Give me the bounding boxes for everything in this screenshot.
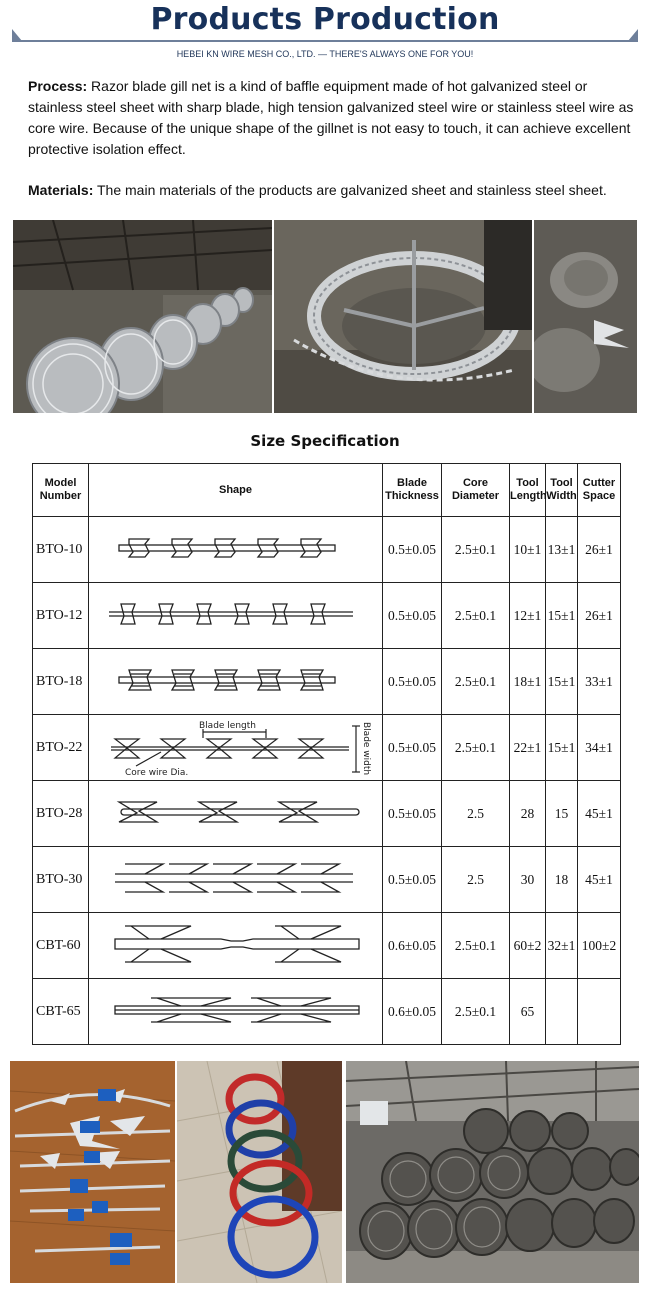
- tool-width-cell: 15±1: [546, 649, 578, 715]
- shape-cell: [89, 649, 383, 715]
- blade-width-label: Blade width: [360, 721, 371, 775]
- razor-blade-samples-photo: [10, 1061, 175, 1283]
- model-cell: BTO-30: [33, 847, 89, 913]
- core-diameter-cell: 2.5: [442, 847, 510, 913]
- tool-width-cell: 13±1: [546, 517, 578, 583]
- tool-width-cell: 32±1: [546, 913, 578, 979]
- company-tagline: HEBEI KN WIRE MESH CO., LTD. — THERE'S ALWAYS ONE FOR YOU!: [176, 49, 474, 59]
- table-row: [33, 649, 621, 715]
- shape-cell: [89, 913, 383, 979]
- page-title: Products Production: [150, 2, 500, 37]
- model-cell: BTO-10: [33, 517, 89, 583]
- table-row: [33, 913, 621, 979]
- blade-thickness-cell: 0.5±0.05: [383, 583, 442, 649]
- model-cell: BTO-12: [33, 583, 89, 649]
- materials-paragraph: [28, 180, 636, 201]
- bto-22-shape-diagram: [91, 716, 381, 776]
- factory-wire-coils-photo: [13, 220, 272, 413]
- shape-cell: [89, 781, 383, 847]
- model-cell: BTO-22: [33, 715, 89, 781]
- cutter-space-cell: 34±1: [578, 715, 621, 781]
- table-row: [33, 847, 621, 913]
- bto-30-shape-diagram: [91, 848, 381, 908]
- tool-length-cell: 12±1: [510, 583, 546, 649]
- tool-width-cell: 15±1: [546, 715, 578, 781]
- razor-wire-machine-photo: [274, 220, 532, 413]
- tool-length-cell: 10±1: [510, 517, 546, 583]
- core-diameter-cell: 2.5±0.1: [442, 979, 510, 1045]
- core-diameter-cell: 2.5±0.1: [442, 517, 510, 583]
- shape-cell: [89, 847, 383, 913]
- core-diameter-cell: 2.5±0.1: [442, 715, 510, 781]
- cutter-space-cell: 45±1: [578, 847, 621, 913]
- cutter-space-cell: 45±1: [578, 781, 621, 847]
- blade-thickness-cell: 0.6±0.05: [383, 979, 442, 1045]
- materials-label: Materials:: [28, 182, 94, 198]
- model-cell: CBT-65: [33, 979, 89, 1045]
- cbt-65-shape-diagram: [91, 980, 381, 1040]
- header-cutter-space: Cutter Space: [578, 464, 621, 517]
- colored-razor-wire-coils-photo: [177, 1061, 342, 1283]
- size-spec-title: Size Specification: [250, 432, 400, 450]
- model-cell: BTO-28: [33, 781, 89, 847]
- core-diameter-cell: 2.5±0.1: [442, 583, 510, 649]
- tool-length-cell: 18±1: [510, 649, 546, 715]
- header-core-diameter: Core Diameter: [442, 464, 510, 517]
- cutter-space-cell: 26±1: [578, 517, 621, 583]
- blade-thickness-cell: 0.5±0.05: [383, 649, 442, 715]
- shape-cell: [89, 517, 383, 583]
- model-cell: BTO-18: [33, 649, 89, 715]
- core-diameter-cell: 2.5: [442, 781, 510, 847]
- process-text: Razor blade gill net is a kind of baffle equipment made of hot galvanized steel or stainless steel sheet with sharp blade, high tension galvanized steel wire or stainless steel wire as core wire. Because of the unique shape of the gillnet is not easy to touch, it can achieve excellent protective isolation effect.: [28, 78, 634, 157]
- blade-thickness-cell: 0.6±0.05: [383, 913, 442, 979]
- blade-thickness-cell: 0.5±0.05: [383, 517, 442, 583]
- table-row: [33, 517, 621, 583]
- tool-length-cell: 60±2: [510, 913, 546, 979]
- process-label: Process:: [28, 78, 88, 94]
- shape-cell: [89, 979, 383, 1045]
- header-shape: Shape: [89, 464, 383, 517]
- header-ornament-right: [628, 29, 638, 41]
- core-diameter-cell: 2.5±0.1: [442, 913, 510, 979]
- shape-cell: [89, 715, 383, 781]
- header-blade-thickness: Blade Thickness: [383, 464, 442, 517]
- tool-length-cell: 28: [510, 781, 546, 847]
- blade-thickness-cell: 0.5±0.05: [383, 715, 442, 781]
- table-row: [33, 583, 621, 649]
- table-row: [33, 979, 621, 1045]
- blade-stamping-die-photo: [534, 220, 637, 413]
- process-paragraph: [28, 76, 636, 160]
- tool-width-cell: 15±1: [546, 583, 578, 649]
- blade-thickness-cell: 0.5±0.05: [383, 781, 442, 847]
- header-tool-length: Tool Length: [510, 464, 546, 517]
- tool-length-cell: 30: [510, 847, 546, 913]
- header-tool-width: Tool Width: [546, 464, 578, 517]
- blade-length-label: Blade length: [198, 720, 256, 731]
- table-row: [33, 715, 621, 781]
- tool-length-cell: 65: [510, 979, 546, 1045]
- tool-width-cell: 15: [546, 781, 578, 847]
- size-spec-table: [32, 463, 621, 1045]
- tool-width-cell: [546, 979, 578, 1045]
- materials-text: The main materials of the products are galvanized sheet and stainless steel sheet.: [97, 182, 607, 198]
- bto-12-shape-diagram: [91, 584, 381, 644]
- tool-length-cell: 22±1: [510, 715, 546, 781]
- header-model: Model Number: [33, 464, 89, 517]
- bto-10-shape-diagram: [91, 518, 381, 578]
- bto-18-shape-diagram: [91, 650, 381, 710]
- blade-thickness-cell: 0.5±0.05: [383, 847, 442, 913]
- cutter-space-cell: [578, 979, 621, 1045]
- table-row: [33, 781, 621, 847]
- table-header-row: [33, 464, 621, 517]
- cutter-space-cell: 26±1: [578, 583, 621, 649]
- warehouse-wire-stacks-photo: [346, 1061, 639, 1283]
- model-cell: CBT-60: [33, 913, 89, 979]
- cutter-space-cell: 33±1: [578, 649, 621, 715]
- core-wire-label: Core wire Dia.: [124, 767, 188, 776]
- cbt-60-shape-diagram: [91, 914, 381, 974]
- bto-28-shape-diagram: [91, 782, 381, 842]
- cutter-space-cell: 100±2: [578, 913, 621, 979]
- header-rule: [12, 40, 638, 42]
- core-diameter-cell: 2.5±0.1: [442, 649, 510, 715]
- shape-cell: [89, 583, 383, 649]
- tool-width-cell: 18: [546, 847, 578, 913]
